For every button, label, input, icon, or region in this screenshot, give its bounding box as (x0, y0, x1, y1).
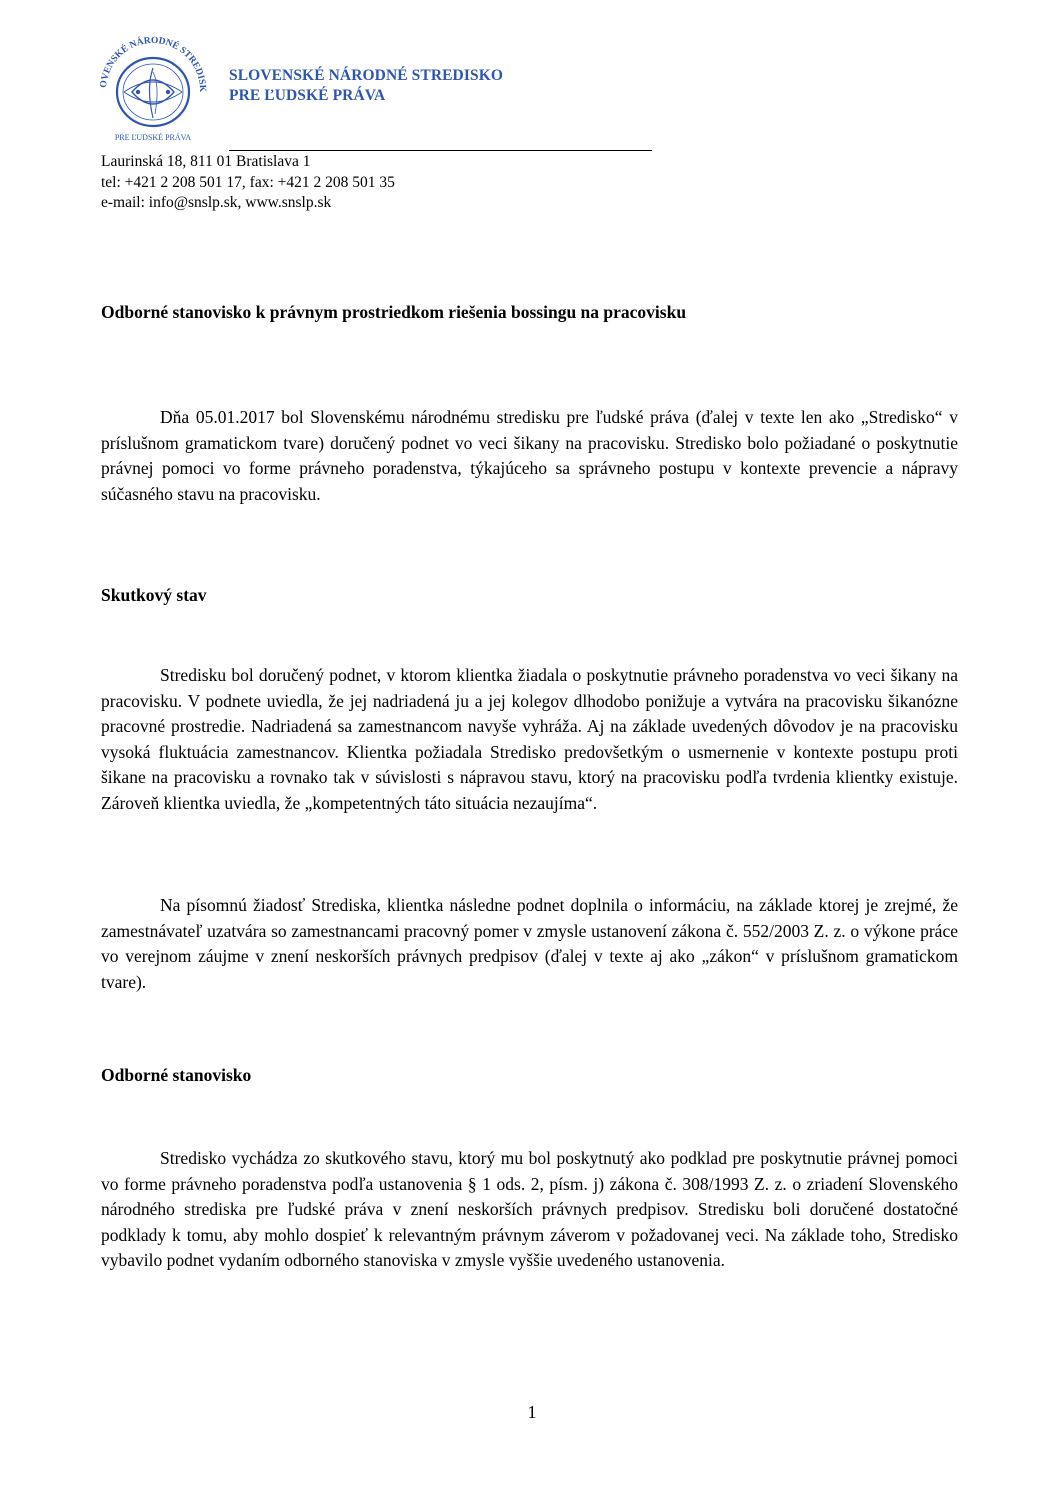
intro-paragraph: Dňa 05.01.2017 bol Slovenskému národnému stredisku pre ľudské práva (ďalej v texte len ako „Stredisko“ v príslušnom gramatickom tvare) doručený podnet vo veci šikany na pracovisku. Stredisko bolo požiadané o poskytnutie právnej pomoci vo forme právneho poradenstva, týkajúceho sa správneho postupu v kontexte prevencie a nápravy súčasného stavu na pracovisku. (101, 407, 958, 504)
opinion-paragraph-1: Stredisko vychádza zo skutkového stavu, ktorý mu bol poskytnutý ako podklad pre poskytnutie právnej pomoci vo forme právneho poradenstva podľa ustanovenia § 1 ods. 2, písm. j) zákona č. 308/1993 Z. z. o zriadení Slovenského národného strediska pre ľudské práva v znení neskorších právnych predpisov. Stredisku boli doručené dostatočné podklady k tomu, aby mohlo dospieť k relevantným právnym záverom v požadovanej veci. Na základe toho, Stredisko vybavilo podnet vydaním odborného stanoviska v zmysle vyššie uvedeného ustanovenia. (101, 1148, 958, 1271)
contact-address: Laurinská 18, 811 01 Bratislava 1 (101, 153, 311, 170)
svg-text:SLOVENSKÉ NÁRODNÉ STREDISKO: OVENSKÉ NÁRODNÉ STREDISK (98, 35, 208, 93)
organization-name (229, 66, 503, 106)
section-heading-opinion: Odborné stanovisko (101, 1065, 252, 1085)
organization-name-line1: SLOVENSKÉ NÁRODNÉ STREDISKO (229, 67, 504, 84)
organization-name-line2: PRE ĽUDSKÉ PRÁVA (229, 87, 386, 104)
header-divider (229, 150, 652, 151)
page-number: 1 (527, 1402, 537, 1422)
contact-block (101, 152, 395, 214)
facts-paragraph-2: Na písomnú žiadosť Strediska, klientka následne podnet doplnila o informáciu, na základe ktorej je zrejmé, že zamestnávateľ uzatvára so zamestnancami pracovný pomer v zmysle ustanovení zákona č. 552/2003 Z. z. o výkone práce vo verejnom záujme v znení neskorších právnych predpisov (ďalej v texte aj ako „zákon“ v príslušnom gramatickom tvare). (101, 895, 958, 992)
snslp-logo-icon (92, 28, 214, 146)
contact-phone-fax: tel: +421 2 208 501 17, fax: +421 2 208 501 35 (101, 173, 395, 191)
contact-email-web: e-mail: info@snslp.sk, www.snslp.sk (101, 194, 332, 211)
document-title: Odborné stanovisko k právnym prostriedkom riešenia bossingu na pracovisku (101, 302, 687, 322)
section-heading-facts: Skutkový stav (101, 585, 207, 605)
facts-paragraph-1: Stredisku bol doručený podnet, v ktorom klientka žiadala o poskytnutie právneho poradenstva vo veci šikany na pracovisku. V podnete uviedla, že jej nadriadená ju a jej kolegov dlhodobo ponižuje a vytvára na pracovisku šikanózne pracovné prostredie. Nadriadená sa zamestnancom navyše vyhráža. Aj na základe uvedených dôvodov je na pracovisku vysoká fluktuácia zamestnancov. Klientka požiadala Stredisko predovšetkým o usmernenie v kontexte postupu proti šikane na pracovisku a rovnako tak v súvislosti s nápravou stavu, ktorý na pracovisku podľa tvrdenia klientky existuje. Zároveň klientka uviedla, že „kompetentných táto situácia nezaujíma“. (101, 665, 958, 813)
svg-text:PRE ĽUDSKÉ PRÁVA: PRE ĽUDSKÉ PRÁVA (114, 133, 192, 142)
